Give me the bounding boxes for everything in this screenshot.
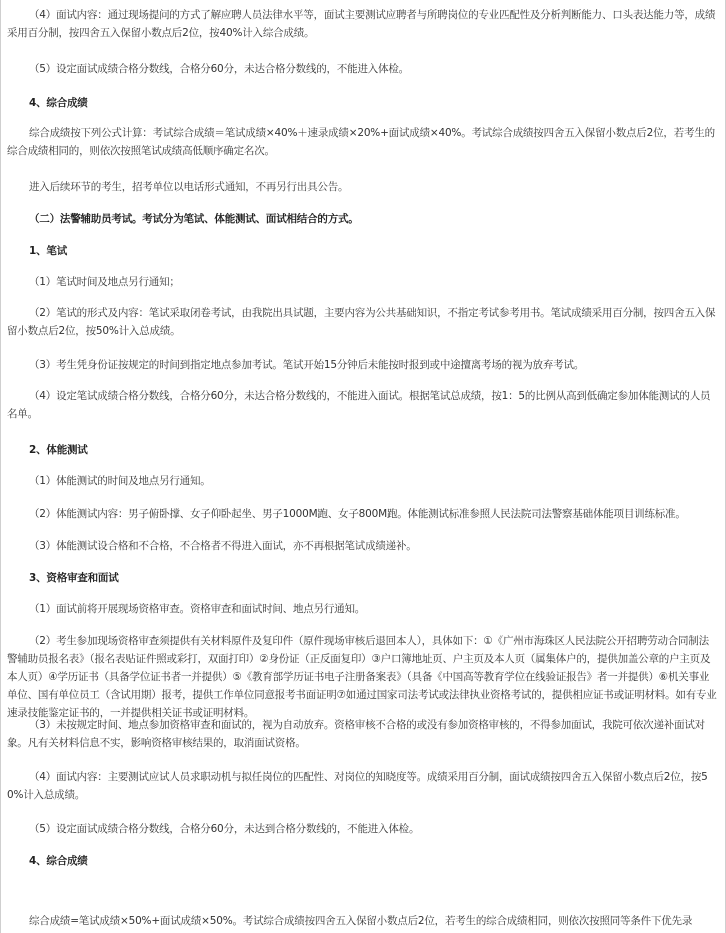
paragraph: （1）面试前将开展现场资格审查。资格审查和面试时间、地点另行通知。 — [29, 603, 366, 615]
paragraph: （4）面试内容：通过现场提问的方式了解应聘人员法律水平等，面试主要测试应聘者与所聘岗位的专业匹配性及分析判断能力、口头表达能力等，成绩采用百分制，按四舍五入保留小数点后2位，按40%计入综合成绩。 — [7, 9, 716, 39]
paragraph: （2）考生参加现场资格审查须提供有关材料原件及复印件（原件现场审核后退回本人），具体如下：①《广州市海珠区人民法院公开招聘劳动合同制法警辅助员报名表》（报名表贴证件照或彩打，双面打印）②身份证（正反面复印）③户口簿地址页、户主页及本人页（属集体户的，提供加盖公章的户主页及本人页）④学历证书（具备学位证书者一并提供）⑤《教育部学历证书电子注册备案表》（具备《中国高等教育学位在线验证报告》者一并提供）⑥机关事业单位、国有单位员工（含试用期）报考，提供工作单位同意报考书面证明⑦如通过国家司法考试或法律执业资格考试的，提供相应证书或证明材料。如有专业速录技能鉴定证书的，一并提供相关证书或证明材料。 — [7, 635, 717, 719]
paragraph: （4）设定笔试成绩合格分数线，合格分60分，未达合格分数线的，不能进入面试。根据笔试总成绩，按1：5的比例从高到低确定参加体能测试的人员名单。 — [7, 390, 711, 420]
paragraph: 进入后续环节的考生，招考单位以电话形式通知，不再另行出具公告。 — [29, 181, 349, 193]
paragraph: （3）体能测试设合格和不合格，不合格者不得进入面试，亦不再根据笔试成绩递补。 — [29, 540, 417, 552]
section-heading: 4、综合成绩 — [29, 97, 88, 109]
section-heading: （二）法警辅助员考试。考试分为笔试、体能测试、面试相结合的方式。 — [29, 213, 359, 225]
paragraph: （3）未按规定时间、地点参加资格审查和面试的，视为自动放弃。资格审核不合格的或没有参加资格审核的，不得参加面试，我院可依次递补面试对象。凡有关材料信息不实，影响资格审核结果的，取消面试资格。 — [7, 719, 705, 749]
paragraph: （1）体能测试的时间及地点另行通知。 — [29, 475, 211, 487]
paragraph: 综合成绩=笔试成绩×50%+面试成绩×50%。考试综合成绩按四舍五入保留小数点后2位，若考生的综合成绩相同，则依次按照同等条件下优先录 — [29, 915, 693, 927]
paragraph: （5）设定面试成绩合格分数线，合格分60分，未达合格分数线的，不能进入体检。 — [29, 63, 409, 75]
paragraph: （3）考生凭身份证按规定的时间到指定地点参加考试。笔试开始15分钟后未能按时报到或中途擅离考场的视为放弃考试。 — [29, 359, 585, 371]
section-heading: 4、综合成绩 — [29, 855, 88, 867]
section-heading: 1、笔试 — [29, 245, 68, 257]
paragraph: （4）面试内容：主要测试应试人员求职动机与拟任岗位的匹配性、对岗位的知晓度等。成绩采用百分制，面试成绩按四舍五入保留小数点后2位，按50%计入总成绩。 — [7, 771, 708, 801]
paragraph: （2）笔试的形式及内容：笔试采取闭卷考试，由我院出具试题，主要内容为公共基础知识，不指定考试参考用书。笔试成绩采用百分制，按四舍五入保留小数点后2位，按50%计入总成绩。 — [7, 307, 716, 337]
section-heading: 3、资格审查和面试 — [29, 572, 119, 584]
paragraph: （5）设定面试成绩合格分数线，合格分60分，未达到合格分数线的，不能进入体检。 — [29, 823, 420, 835]
paragraph: 综合成绩按下列公式计算：考试综合成绩＝笔试成绩×40%＋速录成绩×20%+面试成绩×40%。考试综合成绩按四舍五入保留小数点后2位，若考生的综合成绩相同的，则依次按照笔试成绩高低顺序确定名次。 — [7, 127, 715, 157]
section-heading: 2、体能测试 — [29, 444, 88, 456]
paragraph: （1）笔试时间及地点另行通知； — [29, 276, 180, 288]
paragraph: （2）体能测试内容：男子俯卧撑、女子仰卧起坐、男子1000M跑、女子800M跑。体能测试标准参照人民法院司法警察基础体能项目训练标准。 — [29, 508, 686, 520]
